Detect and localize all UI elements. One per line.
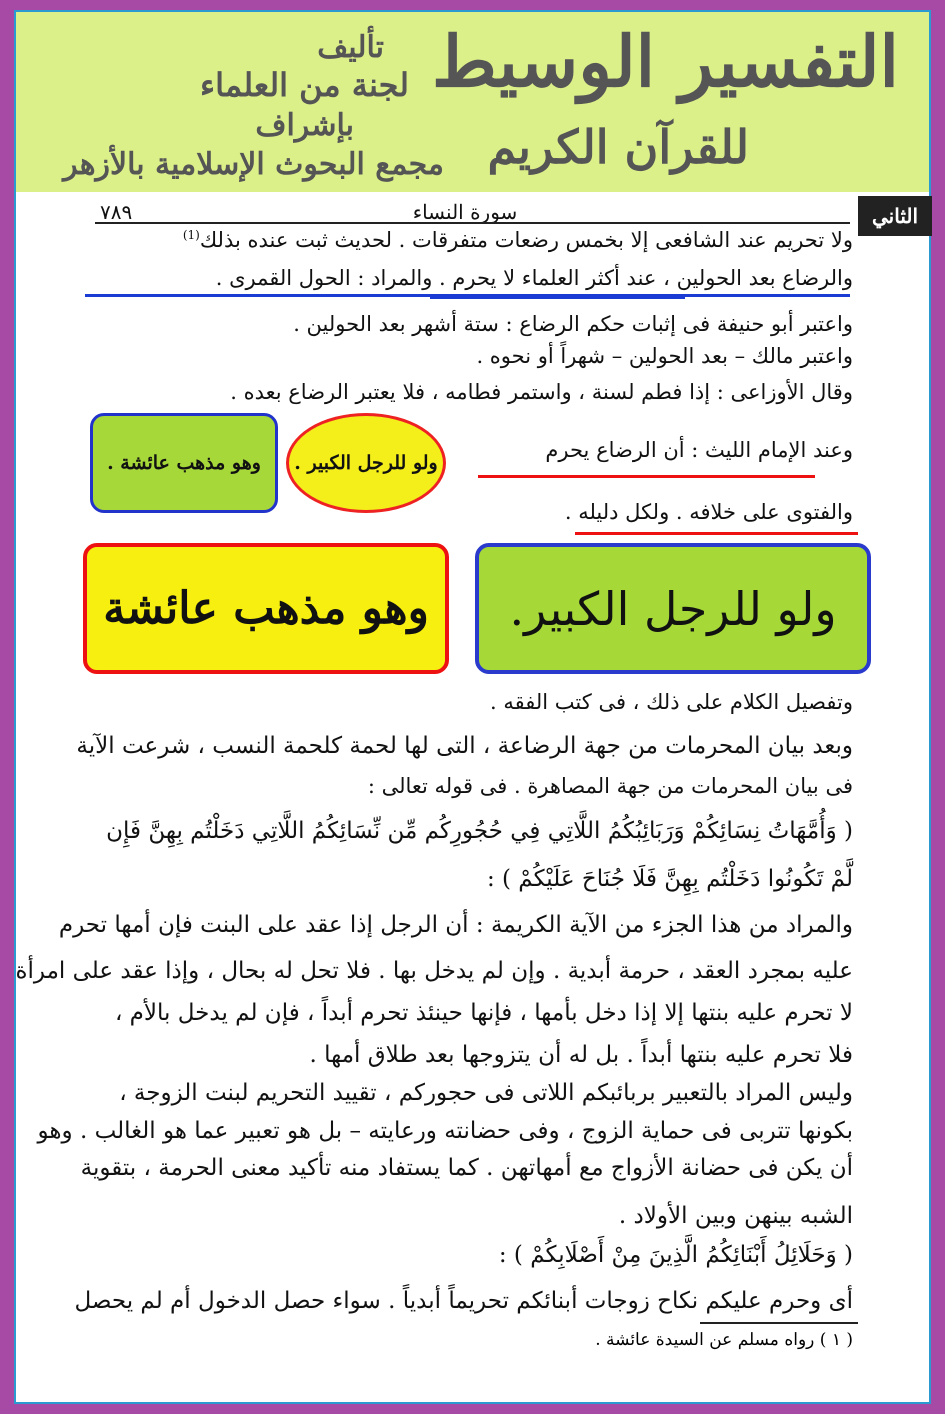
text-line-13: لا تحرم عليه بنتها إلا إذا دخل بأمها ، فإنها حينئذ تحرم أبداً ، فإن لم يدخل بالأم ، <box>114 1000 853 1026</box>
text-line-2: والرضاع بعد الحولين ، عند أكثر العلماء لا يحرم . والمراد : الحول القمرى . <box>215 266 853 290</box>
text-line-5: وقال الأوزاعى : إذا فطم لسنة ، واستمر فطامه ، فلا يعتبر الرضاع بعده . <box>230 380 853 404</box>
book-subtitle: للقرآن الكريم <box>487 120 749 174</box>
footnote-text: ( ١ ) رواه مسلم عن السيدة عائشة . <box>595 1330 853 1350</box>
header-rule <box>95 222 850 224</box>
text-line-10: فى بيان المحرمات من جهة المصاهرة . فى قوله تعالى : <box>367 774 853 798</box>
text-line-4: واعتبر مالك – بعد الحولين – شهراً أو نحوه . <box>476 344 853 368</box>
book-title: التفسير الوسيط <box>431 20 899 103</box>
highlight-ellipse-old-man: ولو للرجل الكبير . <box>286 413 446 513</box>
red-underline-1 <box>478 475 815 478</box>
page-number: ٧٨٩ <box>100 200 133 224</box>
text-line-16: بكونها تتربى فى حماية الزوج ، وفى حضانته ورعايته – بل هو تعبير عما هو الغالب . وهو <box>37 1118 853 1144</box>
text-line-18: الشبه بينهن وبين الأولاد . <box>618 1203 853 1229</box>
highlight-box-aisha-large: وهو مذهب عائشة <box>83 543 449 674</box>
text-line-9: وبعد بيان المحرمات من جهة الرضاعة ، التى لها لحمة كلحمة النسب ، شرعت الآية <box>76 733 853 759</box>
author-label: تأليف <box>317 30 384 65</box>
text-line-17: أن يكن فى حضانة الأزواج مع أمهاتهن . كما يستفاد منه تأكيد معنى الحرمة ، بتقوية <box>80 1155 853 1181</box>
text-line-14: فلا تحرم عليه بنتها أبداً . بل له أن يتزوجها بعد طلاق أمها . <box>309 1042 853 1068</box>
text-line-1: ولا تحريم عند الشافعى إلا بخمس رضعات متفرقات . لحديث ثبت عنده بذلك$^{(1)}$ <box>182 228 853 252</box>
text-line-19: أى وحرم عليكم نكاح زوجات أبنائكم تحريماً أبدياً . سواء حصل الدخول أم لم يحصل <box>74 1288 853 1314</box>
footnote-rule <box>700 1322 858 1324</box>
volume-tab: الثاني <box>858 196 932 236</box>
academy-label: مجمع البحوث الإسلامية بالأزهر <box>63 147 444 182</box>
text-line-8: وتفصيل الكلام على ذلك ، فى كتب الفقه . <box>490 690 853 714</box>
sura-title: سورة النساء <box>412 200 518 224</box>
text-line-3: واعتبر أبو حنيفة فى إثبات حكم الرضاع : ستة أشهر بعد الحولين . <box>293 312 853 336</box>
quran-line-3: ( وَحَلَائِلُ أَبْنَائِكُمُ الَّذِينَ مِنْ أَصْلَابِكُمْ ) : <box>498 1242 853 1268</box>
quran-line-2: لَّمْ تَكُونُوا دَخَلْتُم بِهِنَّ فَلَا جُنَاحَ عَلَيْكُمْ ) : <box>486 866 853 892</box>
text-line-15: وليس المراد بالتعبير بربائبكم اللاتى فى حجوركم ، تقييد التحريم لبنت الزوجة ، <box>119 1080 853 1106</box>
committee-label: لجنة من العلماء <box>200 66 409 104</box>
text-line-6: وعند الإمام الليث : أن الرضاع يحرم <box>545 438 853 462</box>
quran-line-1: ( وَأُمَّهَاتُ نِسَائِكُمْ وَرَبَائِبُكُمُ اللَّاتِي فِي حُجُورِكُم مِّن نِّسَائِكُمُ اللَّاتِي دَخَلْتُم بِهِنَّ فَإِن <box>106 818 853 844</box>
text-line-11: والمراد من هذا الجزء من الآية الكريمة : أن الرجل إذا عقد على البنت فإن أمها تحرم <box>58 912 853 938</box>
blue-underline-2 <box>430 296 685 299</box>
red-underline-2 <box>575 532 858 535</box>
highlight-box-old-man-large: ولو للرجل الكبير. <box>475 543 871 674</box>
highlight-box-aisha-small: وهو مذهب عائشة . <box>90 413 278 513</box>
text-line-7: والفتوى على خلافه . ولكل دليله . <box>564 500 853 524</box>
text-line-12: عليه بمجرد العقد ، حرمة أبدية . وإن لم يدخل بها . فلا تحل له بحال ، وإذا عقد على امرأة <box>15 958 853 984</box>
supervision-label: بإشراف <box>255 108 354 143</box>
footnote-marker: (1) <box>182 228 200 242</box>
book-header <box>16 12 929 192</box>
